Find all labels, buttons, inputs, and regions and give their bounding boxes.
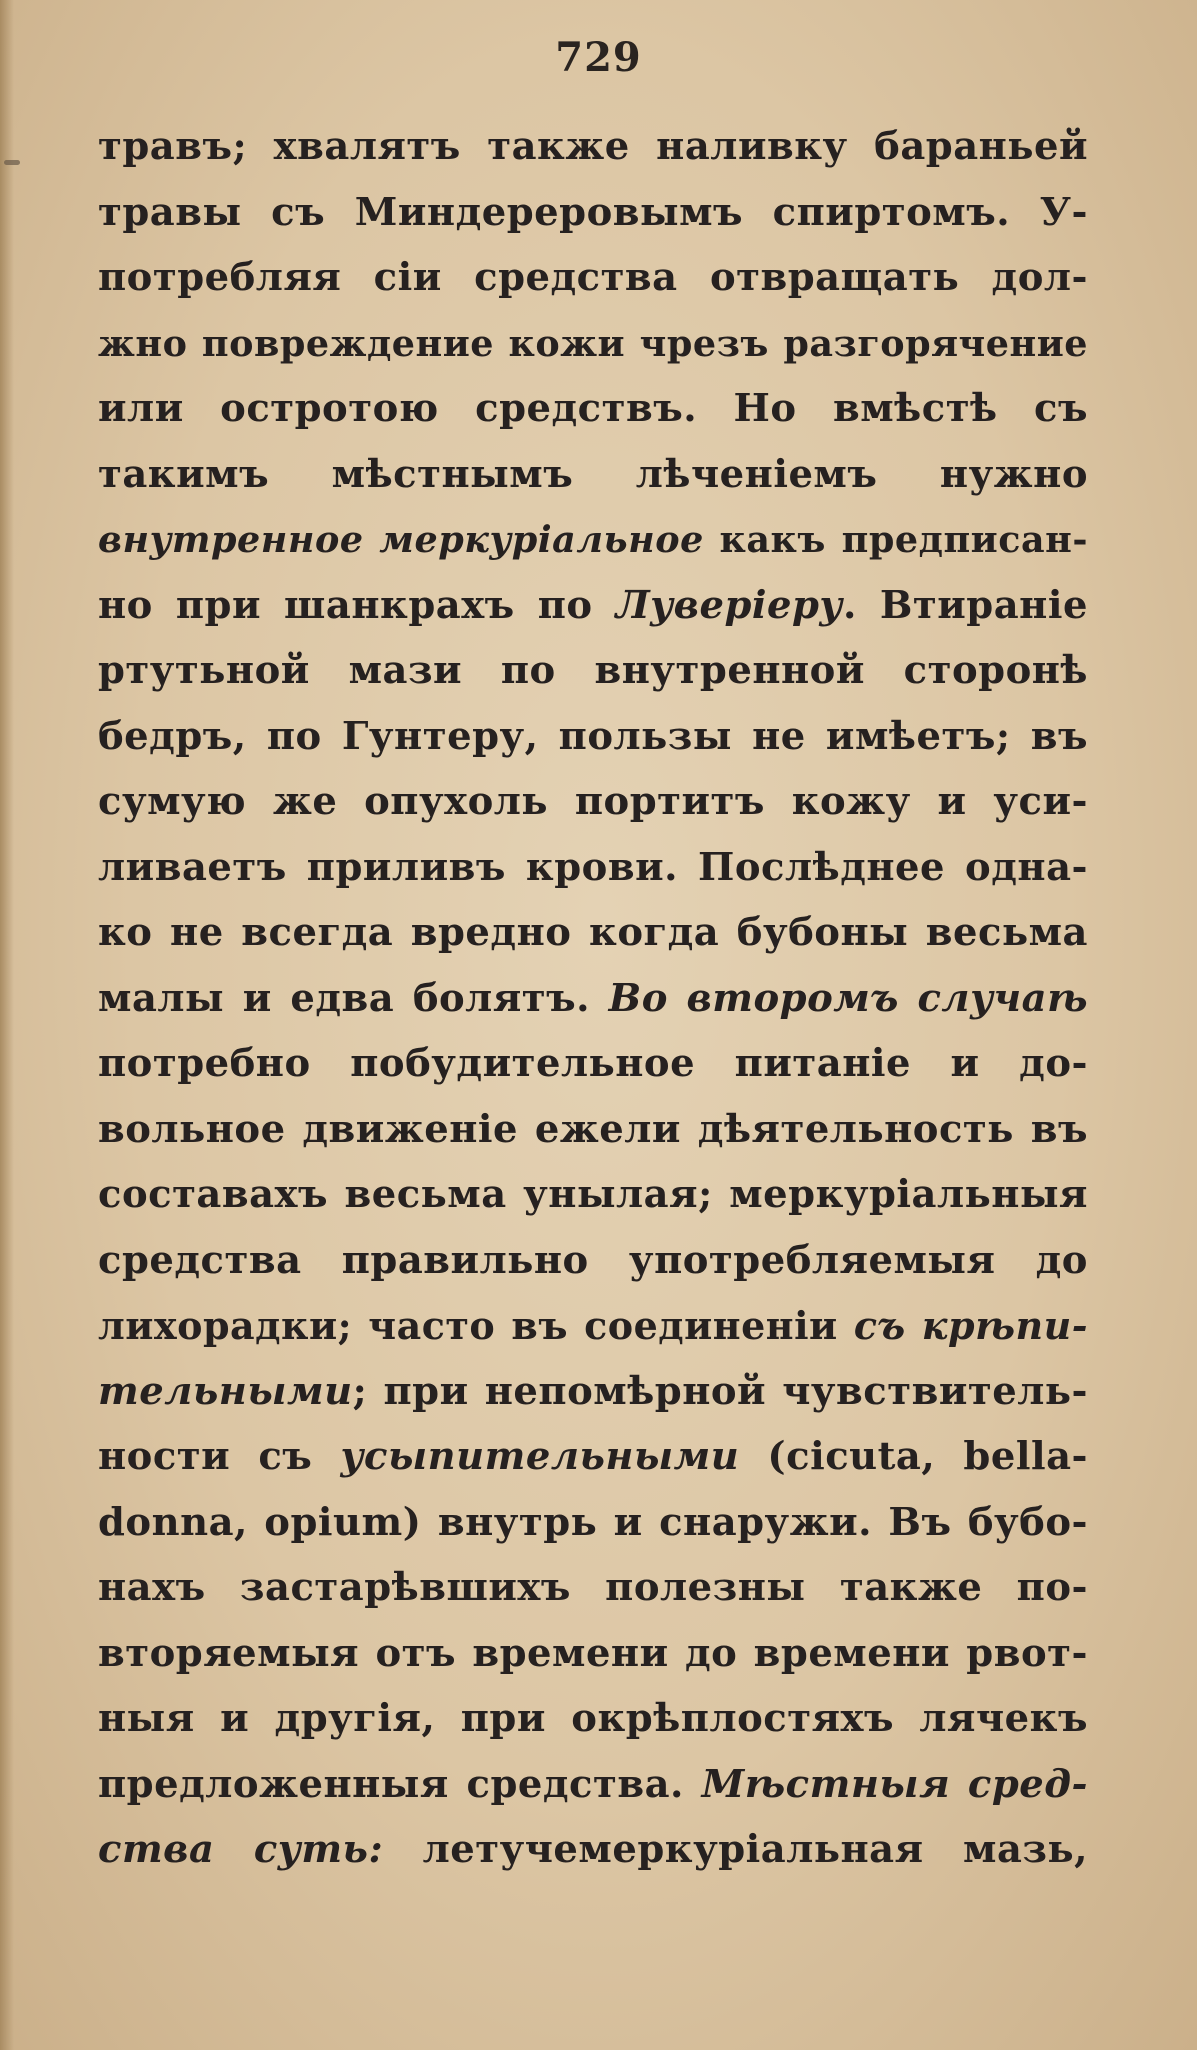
- text-segment: нахъ застарѣвшихъ полезны также по-: [98, 1565, 1088, 1610]
- text-segment: ; при непомѣрной чувствитель-: [352, 1368, 1088, 1414]
- italic-text-segment: тельными: [98, 1368, 353, 1414]
- text-segment: летучемеркуріальная мазь,: [383, 1827, 1088, 1872]
- page-binding-shadow: [0, 0, 14, 2050]
- italic-text-segment: Во второмъ случаѣ: [608, 975, 1088, 1021]
- italic-text-segment: Мѣстныя сред-: [701, 1761, 1088, 1807]
- text-line: [98, 1097, 1088, 1163]
- text-line: [98, 573, 1088, 639]
- text-line: [98, 442, 1088, 508]
- italic-text-segment: усыпительными: [340, 1434, 740, 1479]
- text-segment: бедръ, по Гунтеру, пользы не имѣетъ; въ: [98, 713, 1088, 759]
- body-text: [98, 114, 1088, 1883]
- text-segment: или остротою средствъ. Но вмѣстѣ съ: [98, 386, 1088, 431]
- text-segment: малы и едва болятъ.: [98, 975, 609, 1021]
- text-line: [98, 900, 1088, 966]
- italic-text-segment: ства суть:: [98, 1827, 384, 1872]
- page-number: 729: [555, 34, 642, 81]
- text-line: [98, 1490, 1088, 1556]
- text-segment: вторяемыя отъ времени до времени рвот-: [98, 1630, 1088, 1676]
- text-segment: . Втираніе: [842, 582, 1088, 628]
- text-segment: потребляя сіи средства отвращать дол-: [98, 255, 1088, 300]
- text-segment: ко не всегда вредно когда бубоны весьма: [98, 910, 1088, 955]
- italic-text-segment: съ крѣпи-: [853, 1303, 1088, 1348]
- text-segment: потребно побудительное питаніе и до-: [98, 1041, 1088, 1086]
- text-line: [98, 376, 1088, 442]
- italic-text-segment: внутренное меркуріальное: [98, 518, 704, 561]
- text-segment: предложенныя средства.: [98, 1761, 702, 1807]
- text-segment: травъ; хвалятъ также наливку бараньей: [98, 124, 1088, 169]
- text-segment: травы съ Миндереровымъ спиртомъ. У-: [98, 189, 1088, 235]
- text-line: [98, 638, 1088, 704]
- text-segment: средства правильно употребляемыя до: [98, 1237, 1088, 1283]
- text-line: [98, 769, 1088, 835]
- text-line: [98, 1555, 1088, 1621]
- text-segment: но при шанкрахъ по: [98, 582, 616, 628]
- text-segment: сумую же опухоль портитъ кожу и уси-: [98, 779, 1088, 824]
- text-segment: ности съ: [98, 1434, 341, 1479]
- text-segment: лихорадки; часто въ соединеніи: [98, 1303, 854, 1348]
- text-segment: составахъ весьма унылая; меркуріальныя: [98, 1172, 1088, 1217]
- text-segment: жно повреждение кожи чрезъ разгорячение: [98, 321, 1088, 365]
- text-line: [98, 704, 1088, 770]
- text-line: [98, 1031, 1088, 1097]
- margin-ink-mark: [4, 160, 20, 165]
- italic-text-segment: Луверіеру: [615, 582, 843, 628]
- text-line: [98, 114, 1088, 180]
- text-line: [98, 1359, 1088, 1425]
- text-segment: такимъ мѣстнымъ лѣченіемъ нужно: [98, 451, 1088, 497]
- text-line: [98, 507, 1088, 573]
- text-segment: ныя и другія, при окрѣплостяхъ лячекъ: [98, 1696, 1088, 1741]
- text-segment: ртутьной мази по внутренной сторонѣ: [98, 648, 1088, 693]
- text-segment: какъ предписан-: [703, 518, 1088, 561]
- text-line: [98, 1621, 1088, 1687]
- text-line: [98, 1424, 1088, 1490]
- text-line: [98, 966, 1088, 1032]
- text-line: [98, 1293, 1088, 1359]
- text-line: [98, 180, 1088, 246]
- text-segment: ливаетъ приливъ крови. Послѣднее одна-: [98, 844, 1088, 890]
- text-segment: вольное движеніе ежели дѣятельность въ: [98, 1106, 1088, 1152]
- text-line: [98, 835, 1088, 901]
- text-line: [98, 1817, 1088, 1883]
- text-line: [98, 1162, 1088, 1228]
- text-line: [98, 311, 1088, 377]
- text-line: [98, 245, 1088, 311]
- text-segment: (cicuta, bella-: [739, 1434, 1088, 1479]
- text-line: [98, 1228, 1088, 1294]
- text-line: [98, 1752, 1088, 1818]
- text-line: [98, 1686, 1088, 1752]
- text-segment: donna, opium) внутрь и снаружи. Въ бубо-: [98, 1499, 1088, 1545]
